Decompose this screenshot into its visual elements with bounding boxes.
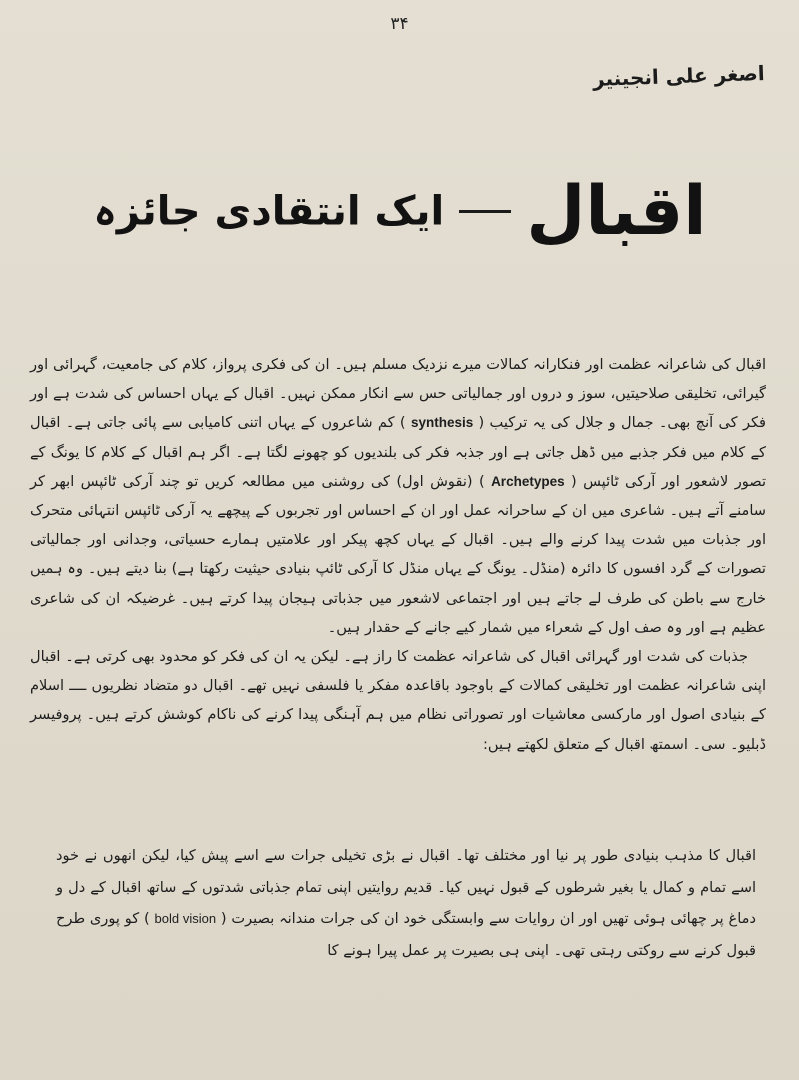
title-subtitle: ایک انتقادی جائزہ	[93, 188, 445, 235]
title-main: اقبال	[526, 172, 707, 251]
quote-paragraph	[56, 840, 756, 966]
block-quote	[56, 840, 756, 966]
term-synthesis: synthesis	[410, 415, 474, 431]
paragraph-1-text-b: ) کم شاعروں کے یہاں اتنی کامیابی سے پائی جاتی ہے۔ اقبال کے کلام میں فکر جذبے میں ڈھل جاتی ہے اور جذبہ فکر کی بلندیوں کو چھونے لگتا ہے۔ اگر ہم اقبال کے کلام کا یونگ کے تصور لاشعور اور آرکی ٹائپس (	[30, 414, 767, 490]
page-number: ۳۴	[390, 14, 409, 34]
quote-text-a: اقبال کا مذہب بنیادی طور پر نیا اور مختلف تھا۔ اقبال نے بڑی تخیلی جرات سے اسے پیش کیا، لیکن انھوں نے خود اسے تمام و کمال یا بغیر شرطوں کے قبول نہیں کیا۔ قدیم روایتیں اپنی تمام جذباتی شدتوں کے ساتھ اقبال کے دل و دماغ پر چھائی ہوئی تھیں اور ان روایات سے وابستگی خود ان کی جرات مندانہ بصیرت (	[56, 847, 757, 927]
paragraph-1	[30, 350, 766, 642]
paragraph-1-text-a: اقبال کی شاعرانہ عظمت اور فنکارانہ کمالات میرے نزدیک مسلم ہیں۔ ان کی فکری پرواز، کلام کی جامعیت، گہرائی اور گیرائی، تخلیقی صلاحیتیں، سوز و دروں اور جمالیاتی حس سے انکار ممکن نہیں۔ اقبال کے یہاں احساس کی شدت ہے اور فکر کی آنچ بھی۔ جمال و جلال کی یہ ترکیب (	[30, 356, 767, 432]
paragraph-1-text-c: ) (نقوش اول) کی روشنی میں مطالعہ کریں تو چند آرکی ٹائپس ابھر کر سامنے آتے ہیں۔ شاعری میں ان کے ساحرانہ عمل اور ان کے احساس اور تجربوں کے پیچھے یہ آرکی ٹائپس انتہائی متحرک اور جذبات میں شدت پیدا کرنے والے ہیں۔ اقبال کے یہاں کچھ پیکر اور علامتیں ہمارے حسیاتی، وجدانی اور جمالیاتی تصورات کے گرد افسوں کا دائرہ (منڈل۔ یونگ کے یہاں منڈل کا آرکی ٹائپ بنیادی حیثیت رکھتا ہے) بنا دیتے ہیں۔ وہ ہمیں خارج سے باطن کی طرف لے جاتے ہیں اور اجتماعی لاشعور میں جذباتی ہیجان پیدا کرتے ہیں۔ غرضیکہ ان کی شاعری عظیم ہے اور وہ صف اول کے شعراء میں شمار کیے جانے کے حقدار ہیں۔	[30, 472, 766, 636]
title-dash-divider	[459, 210, 511, 213]
article-title	[80, 172, 720, 251]
author-name: اصغر علی انجینیر	[593, 61, 766, 91]
term-bold-vision: bold vision	[154, 911, 217, 926]
paragraph-2: جذبات کی شدت اور گہرائی اقبال کی شاعرانہ عظمت کا راز ہے۔ لیکن یہ ان کی فکر کو محدود بھی کرتی ہے۔ اقبال اپنی شاعرانہ عظمت اور تخلیقی کمالات کے باوجود باقاعدہ مفکر یا فلسفی نہیں تھے۔ اقبال دو متضاد نظریوں ــــ اسلام کے بنیادی اصول اور مارکسی معاشیات اور تصوراتی نظام میں ہم آہنگی پیدا کرنے کی ناکام کوشش کرتے ہیں۔ پروفیسر ڈبلیو۔ سی۔ اسمتھ اقبال کے متعلق لکھتے ہیں:	[30, 648, 766, 753]
article-body	[30, 350, 766, 759]
term-archetypes: Archetypes	[491, 473, 565, 489]
quote-text-b: ) کو پوری طرح قبول کرنے سے روکتی رہتی تھی۔ اپنی ہی بصیرت پر عمل پیرا ہونے کا	[56, 910, 756, 959]
